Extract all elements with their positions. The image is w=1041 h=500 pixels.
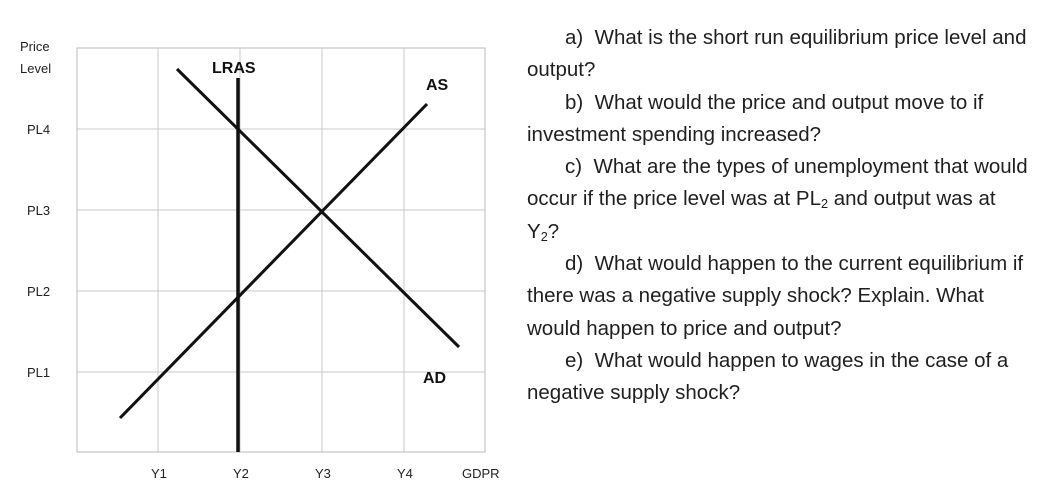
question-letter: d) [565, 252, 584, 276]
y-axis-label-line1: Price [20, 39, 50, 54]
x-tick-y1: Y1 [151, 466, 167, 481]
question-text: What are the types of unemployment that would occur if the price level was at PL [527, 155, 1028, 211]
x-axis-label: GDPR [462, 466, 500, 481]
question-letter: b) [565, 90, 584, 114]
subscript: 2 [820, 196, 829, 212]
subscript: 2 [540, 228, 548, 244]
question-text: What would the price and output move to if investment spending increased? [527, 90, 984, 146]
question-letter: a) [565, 26, 584, 49]
question-list [527, 22, 1032, 410]
lras-label: LRAS [212, 60, 256, 77]
ad-as-diagram [0, 0, 520, 500]
y-tick-pl4: PL4 [27, 122, 51, 137]
question-c [527, 151, 1032, 248]
as-curve [120, 104, 427, 418]
x-tick-y4: Y4 [397, 466, 413, 481]
x-tick-y3: Y3 [315, 466, 331, 481]
question-text: and output was at Y [527, 187, 996, 243]
x-tick-y2: Y2 [233, 466, 249, 481]
question-letter: c) [565, 155, 583, 179]
question-text: What would happen to the current equilibrium if there was a negative supply shock? Explain. What would happen to price and output? [527, 252, 1024, 340]
question-text: What would happen to wages in the case of a negative supply shock? [527, 348, 1009, 405]
ad-curve [177, 69, 459, 347]
y-tick-pl1: PL1 [27, 365, 51, 380]
y-tick-pl2: PL2 [27, 284, 51, 299]
y-tick-pl3: PL3 [27, 203, 51, 218]
ad-label: AD [423, 370, 447, 387]
question-e [527, 345, 1032, 410]
y-axis-label-line2: Level [20, 61, 52, 76]
question-text: ? [547, 219, 560, 243]
question-text: What is the short run equilibrium price level and output? [527, 26, 1027, 82]
question-a [527, 22, 1032, 87]
question-d [527, 248, 1032, 345]
question-b [527, 87, 1032, 152]
question-letter: e) [565, 348, 584, 372]
as-label: AS [426, 77, 449, 94]
